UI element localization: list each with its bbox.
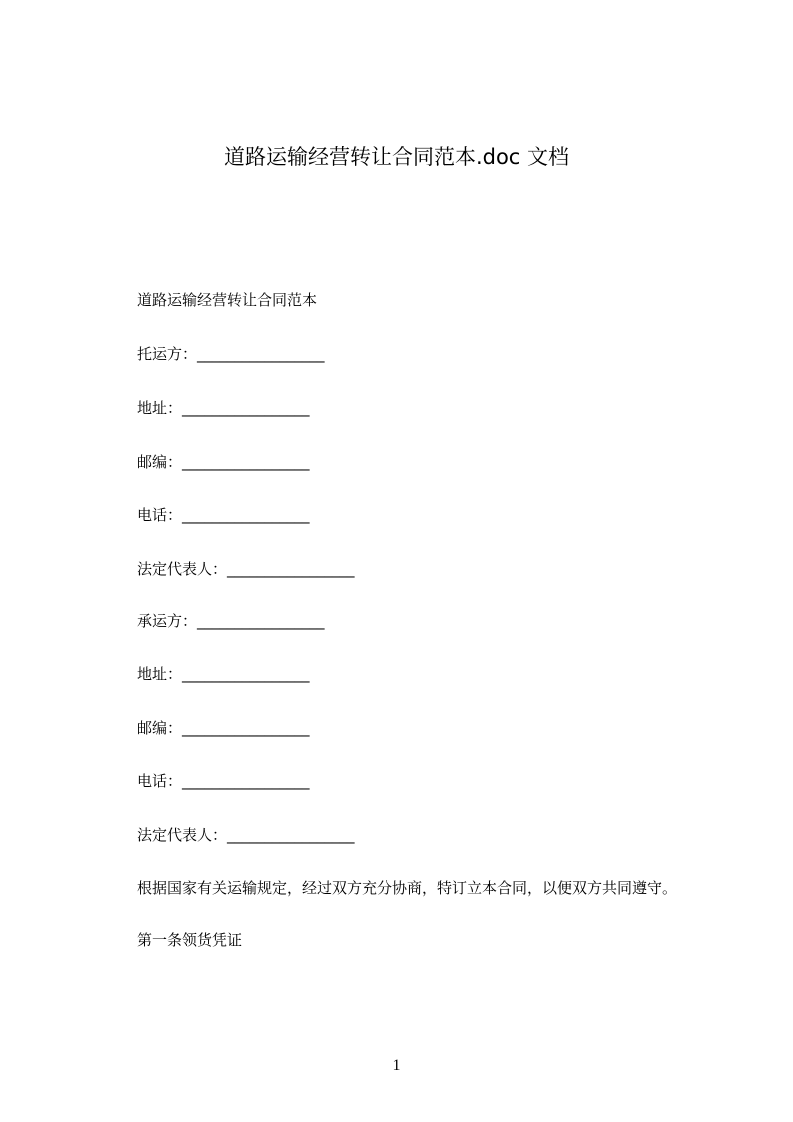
- shipper-field: 托运方：_________________: [137, 345, 325, 363]
- carrier-legal-rep-field: 法定代表人：_________________: [137, 826, 355, 844]
- page-number: 1: [392, 1057, 401, 1074]
- shipper-phone-field: 电话：_________________: [137, 506, 310, 524]
- document-title: 道路运输经营转让合同范本.doc 文档: [223, 145, 570, 169]
- preamble-paragraph: 根据国家有关运输规定，经过双方充分协商，特订立本合同，以便双方共同遵守。: [137, 879, 678, 897]
- shipper-postcode-field: 邮编：_________________: [137, 453, 310, 471]
- article-one-heading: 第一条领货凭证: [137, 931, 243, 949]
- shipper-legal-rep-field: 法定代表人：_________________: [137, 560, 355, 578]
- carrier-postcode-field: 邮编：_________________: [137, 719, 310, 737]
- carrier-address-field: 地址：_________________: [137, 665, 310, 683]
- contract-heading: 道路运输经营转让合同范本: [137, 291, 318, 309]
- shipper-address-field: 地址：_________________: [137, 399, 310, 417]
- carrier-phone-field: 电话：_________________: [137, 772, 310, 790]
- carrier-field: 承运方：_________________: [137, 612, 325, 630]
